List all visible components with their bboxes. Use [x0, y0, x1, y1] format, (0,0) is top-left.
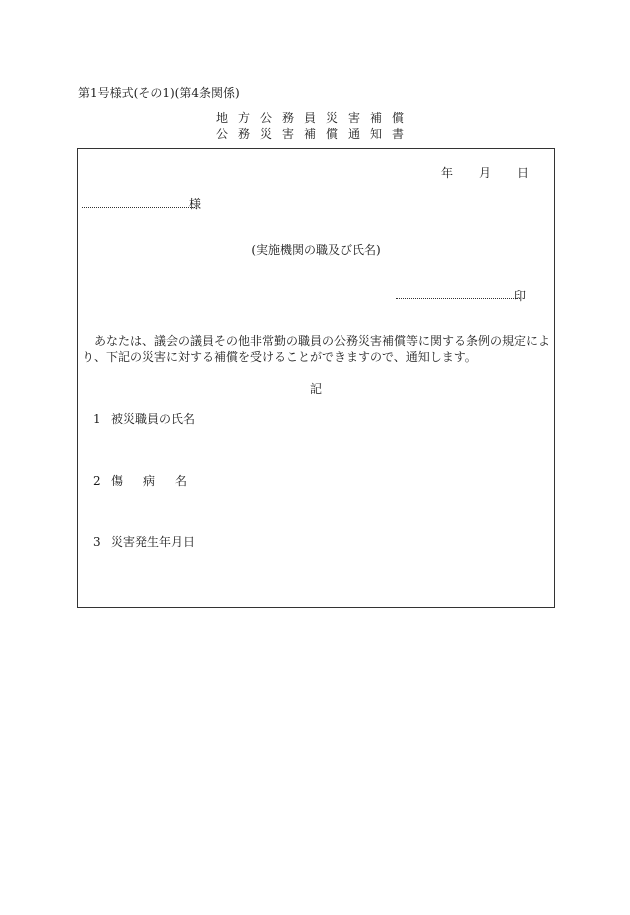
item-label: 被災職員の氏名 — [111, 412, 196, 426]
ki-heading: 記 — [309, 382, 322, 396]
item-accident-date — [93, 533, 195, 550]
item-victim-name — [93, 410, 195, 427]
issuer-name-line[interactable] — [396, 298, 520, 299]
form-number: 第1号様式(その1)(第4条関係) — [78, 86, 240, 100]
item-number: 3 — [93, 535, 101, 549]
notice-body: あなたは、議会の議員その他非常勤の職員の公務災害補償等に関する条例の規定により、下記の災害に対する補償を受けることができますので、通知します。 — [82, 334, 551, 364]
seal-mark: 印 — [514, 289, 527, 303]
item-label: 傷病名 — [111, 474, 208, 488]
date-month-label: 月 — [479, 166, 492, 180]
addressee-honorific: 様 — [189, 197, 202, 211]
addressee-name-line[interactable] — [82, 207, 195, 208]
issuer-label: (実施機関の職及び氏名) — [251, 243, 381, 257]
item-number: 1 — [93, 412, 101, 426]
item-label: 災害発生年月日 — [111, 535, 196, 549]
document-title-line-2: 公務災害補償通知書 — [215, 127, 414, 141]
date-year-label: 年 — [441, 166, 454, 180]
date-field — [441, 164, 529, 181]
item-injury-name — [93, 472, 207, 489]
item-number: 2 — [93, 474, 101, 488]
document-title-line-1: 地方公務員災害補償 — [215, 111, 414, 125]
date-day-label: 日 — [517, 166, 530, 180]
